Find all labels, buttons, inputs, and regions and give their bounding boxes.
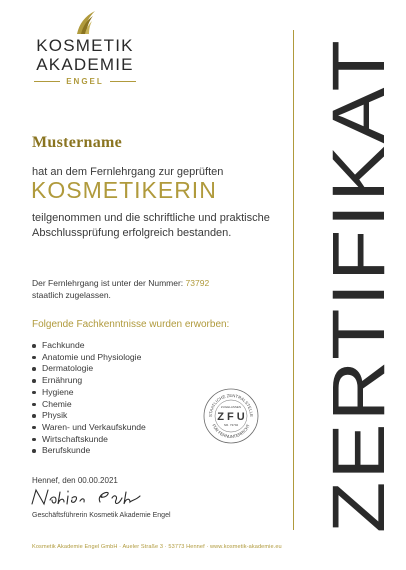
academy-logo (20, 8, 150, 86)
footer-address: Kosmetik Akademie Engel GmbH · Aueler Straße 3 · 53773 Hennef · www.kosmetik-akademie.eu (32, 544, 282, 550)
seal-top-arc: STAATLICHE ZENTRALSTELLE (207, 392, 255, 417)
registration-suffix: staatlich zugelassen. (32, 290, 111, 300)
angel-wing-icon (71, 8, 99, 36)
skills-list (32, 340, 146, 457)
logo-subline-text: ENGEL (66, 77, 104, 86)
participant-name: Mustername (32, 134, 123, 151)
logo-rule-right (110, 81, 136, 82)
logo-subline (20, 77, 150, 86)
vertical-title-text: ZERTIFIKAT (317, 96, 398, 533)
seal-number: NR. 73792 (223, 423, 239, 427)
completion-text: teilgenommen und die schriftliche und praktische Abschlussprüfung erfolgreich bestanden. (32, 212, 270, 239)
qualification-title: KOSMETIKERIN (31, 177, 217, 203)
list-item: Anatomie und Physiologie (32, 352, 146, 364)
registration-text (32, 277, 282, 301)
list-item: Waren- und Verkaufskunde (32, 422, 146, 434)
list-item: Hygiene (32, 387, 146, 399)
skills-heading: Folgende Fachkenntnisse wurden erworben: (32, 319, 230, 330)
list-item: Ernährung (32, 375, 146, 387)
registration-number: 73792 (185, 278, 210, 288)
list-item: Dermatologie (32, 363, 146, 375)
zfu-seal (203, 388, 259, 444)
logo-line-2: AKADEMIE (36, 55, 134, 74)
seal-letters: Z F U (217, 411, 245, 423)
seal-bottom-arc: FÜR FERNUNTERRICHT (211, 423, 251, 440)
intro-text: hat an dem Fernlehrgang zur geprüften (32, 166, 224, 178)
seal-small-text: ZUGELASSEN (220, 405, 242, 409)
list-item: Berufskunde (32, 445, 146, 457)
list-item: Chemie (32, 399, 146, 411)
place-date: Hennef, den 00.00.2021 (32, 476, 118, 485)
list-item: Wirtschaftskunde (32, 434, 146, 446)
vertical-title (288, 28, 398, 538)
signature-caption: Geschäftsführerin Kosmetik Akademie Engel (32, 512, 171, 519)
signature-image (30, 484, 160, 510)
list-item: Physik (32, 410, 146, 422)
logo-rule-left (34, 81, 60, 82)
logo-line-1: KOSMETIK (36, 36, 134, 55)
registration-prefix: Der Fernlehrgang ist unter der Nummer: (32, 278, 184, 288)
list-item: Fachkunde (32, 340, 146, 352)
